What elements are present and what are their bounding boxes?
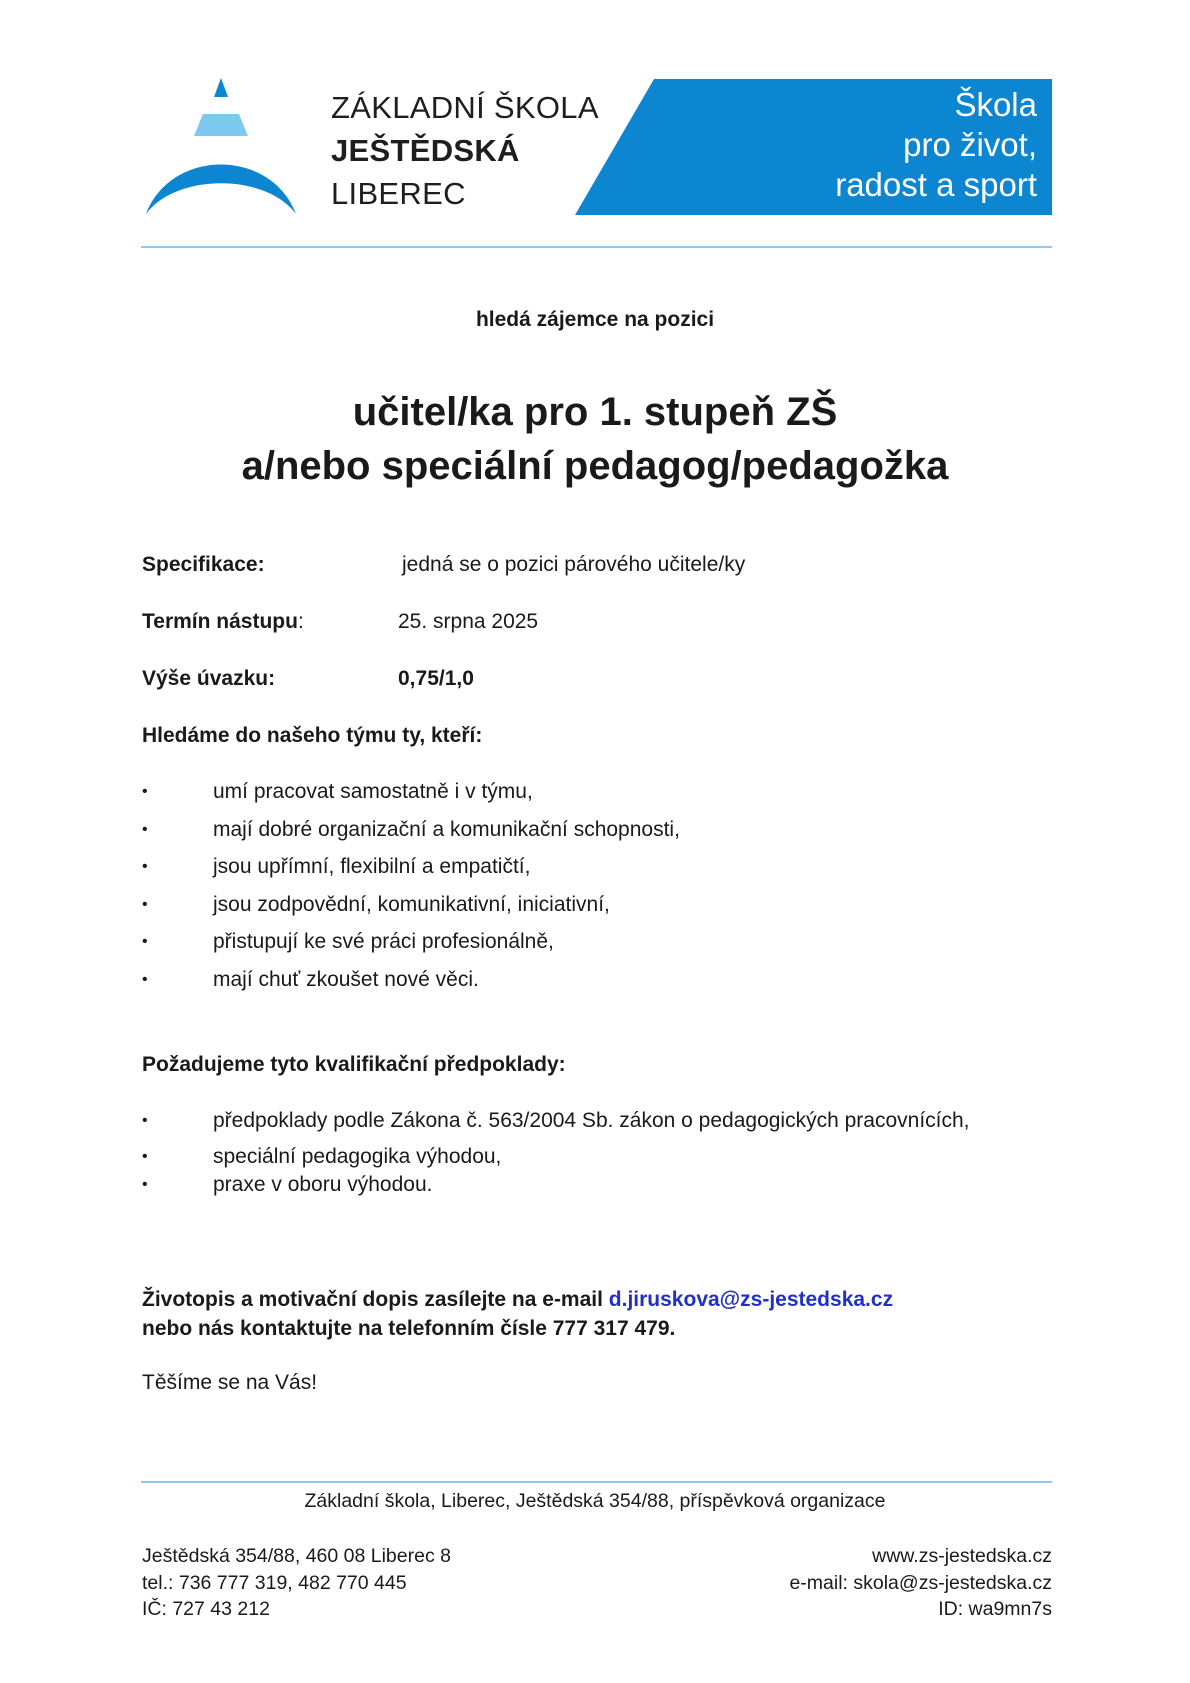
intro-text: hledá zájemce na pozici <box>475 308 715 331</box>
workload-label: Výše úvazku: <box>142 667 276 690</box>
list-item: • umí pracovat samostatně i v týmu, <box>142 778 1042 816</box>
closing-text: Těšíme se na Vás! <box>142 1371 318 1394</box>
start-label: Termín nástupu <box>142 610 298 633</box>
workload-value: 0,75/1,0 <box>398 667 474 690</box>
list-item: • jsou upřímní, flexibilní a empatičtí, <box>142 853 1042 891</box>
footer-web-block <box>789 1543 1052 1623</box>
footer-phone: tel.: 736 777 319, 482 770 445 <box>142 1571 407 1594</box>
school-name-line1: ZÁKLADNÍ ŠKOLA <box>331 90 599 125</box>
start-value: 25. srpna 2025 <box>398 610 539 633</box>
footer-organization: Základní škola, Liberec, Ještědská 354/88, příspěvková organizace <box>304 1490 886 1512</box>
footer-email[interactable]: e-mail: skola@zs-jestedska.cz <box>789 1571 1052 1594</box>
footer-divider <box>141 1481 1052 1483</box>
footer-address: Ještědská 354/88, 460 08 Liberec 8 <box>142 1545 451 1567</box>
footer-web-link[interactable]: www.zs-jestedska.cz <box>872 1545 1052 1567</box>
contact-prefix: Životopis a motivační dopis zasílejte na e-mail <box>142 1288 609 1311</box>
slogan-line3: radost a sport <box>835 166 1037 203</box>
team-list <box>142 778 1042 1003</box>
contact-line1 <box>142 1285 893 1314</box>
school-name-line3: LIBEREC <box>331 176 466 211</box>
start-colon: : <box>297 610 304 633</box>
slogan-line2: pro život, <box>903 126 1037 163</box>
list-item: • praxe v oboru výhodou. <box>142 1171 1012 1199</box>
contact-line2: nebo nás kontaktujte na telefonním čísle 777 317 479. <box>142 1317 676 1340</box>
spec-label: Specifikace: <box>142 553 265 576</box>
school-name-line2: JEŠTĚDSKÁ <box>331 133 520 168</box>
list-item: • mají chuť zkoušet nové věci. <box>142 966 1042 1004</box>
spec-value: jedná se o pozici párového učitele/ky <box>402 553 746 576</box>
list-item: • jsou zodpovědní, komunikativní, iniciativní, <box>142 891 1042 929</box>
slogan-line1: Škola <box>954 86 1037 123</box>
list-item: • přistupují ke své práci profesionálně, <box>142 928 1042 966</box>
footer-address-block <box>142 1543 451 1623</box>
slogan-banner <box>575 79 1052 215</box>
position-title <box>0 385 1190 493</box>
list-item: • speciální pedagogika výhodou, <box>142 1143 1012 1171</box>
qualifications-heading: Požadujeme tyto kvalifikační předpoklady: <box>142 1053 566 1076</box>
position-title-line1: učitel/ka pro 1. stupeň ZŠ <box>352 390 838 434</box>
header-divider <box>141 246 1052 248</box>
list-item: • mají dobré organizační a komunikační schopnosti, <box>142 816 1042 854</box>
school-name <box>331 86 599 215</box>
list-item: • předpoklady podle Zákona č. 563/2004 Sb. zákon o pedagogických pracovnících, <box>142 1107 1012 1135</box>
contact-info <box>142 1285 893 1343</box>
position-title-line2: a/nebo speciální pedagog/pedagožka <box>241 444 949 488</box>
team-heading: Hledáme do našeho týmu ty, kteří: <box>142 724 483 747</box>
slogan-text <box>835 85 1037 205</box>
start-label-wrap <box>142 610 304 634</box>
footer-ico: IČ: 727 43 212 <box>142 1598 270 1620</box>
qualifications-list <box>142 1107 1012 1199</box>
school-logo <box>146 78 296 218</box>
contact-email-link[interactable]: d.jiruskova@zs-jestedska.cz <box>608 1288 894 1311</box>
footer-data-box-id: ID: wa9mn7s <box>938 1598 1052 1620</box>
